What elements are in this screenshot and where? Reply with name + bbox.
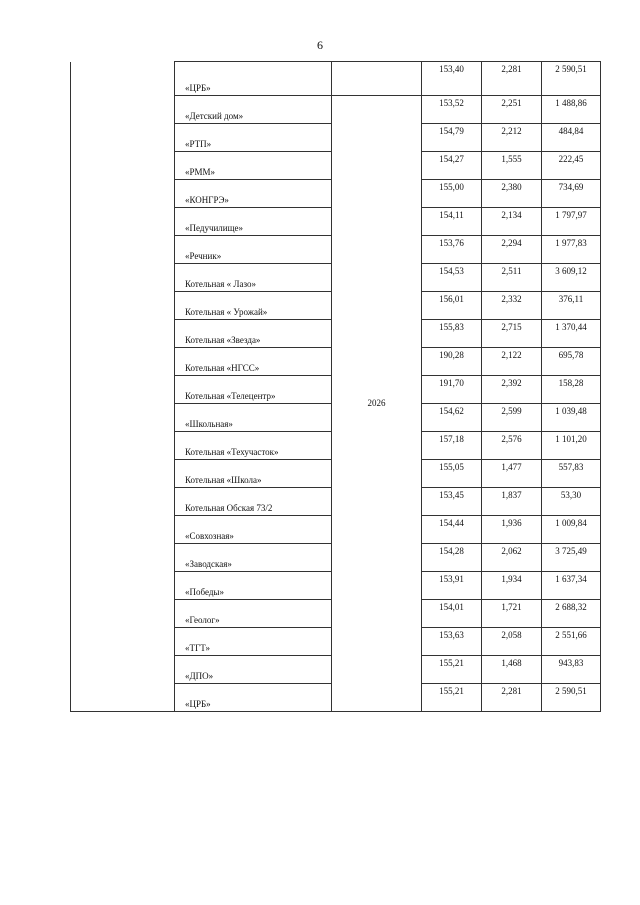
empty-cell (71, 516, 175, 544)
value-cell-2: 1,936 (482, 516, 542, 544)
empty-cell (71, 320, 175, 348)
value-cell-3: 1 797,97 (542, 208, 601, 236)
value-cell-1: 155,05 (422, 460, 482, 488)
value-cell-3: 484,84 (542, 124, 601, 152)
boiler-name-cell: Котельная Обская 73/2 (175, 488, 332, 516)
empty-cell (71, 656, 175, 684)
value-cell-1: 190,28 (422, 348, 482, 376)
value-cell-1: 153,40 (422, 62, 482, 96)
table-body (71, 62, 601, 712)
boiler-name-cell: Котельная «Звезда» (175, 320, 332, 348)
empty-cell (71, 432, 175, 460)
value-cell-3: 1 488,86 (542, 96, 601, 124)
boiler-name-cell: «ДПО» (175, 656, 332, 684)
value-cell-1: 153,52 (422, 96, 482, 124)
table-row (71, 62, 601, 96)
value-cell-3: 2 688,32 (542, 600, 601, 628)
empty-cell (71, 488, 175, 516)
boiler-name-cell: «ЦРБ» (175, 62, 332, 96)
boiler-name-cell: «Школьная» (175, 404, 332, 432)
boiler-name-cell: Котельная «Техучасток» (175, 432, 332, 460)
value-cell-3: 1 009,84 (542, 516, 601, 544)
empty-cell (71, 404, 175, 432)
value-cell-3: 557,83 (542, 460, 601, 488)
value-cell-3: 734,69 (542, 180, 601, 208)
value-cell-1: 154,44 (422, 516, 482, 544)
value-cell-2: 2,380 (482, 180, 542, 208)
empty-cell (71, 628, 175, 656)
empty-cell (71, 460, 175, 488)
value-cell-2: 2,511 (482, 264, 542, 292)
value-cell-2: 1,721 (482, 600, 542, 628)
value-cell-3: 2 590,51 (542, 62, 601, 96)
value-cell-3: 1 039,48 (542, 404, 601, 432)
value-cell-1: 157,18 (422, 432, 482, 460)
empty-cell (71, 236, 175, 264)
boiler-name-cell: Котельная «Телецентр» (175, 376, 332, 404)
value-cell-2: 2,332 (482, 292, 542, 320)
value-cell-2: 2,715 (482, 320, 542, 348)
empty-cell (71, 600, 175, 628)
boiler-name-cell: «ЦРБ» (175, 684, 332, 712)
empty-cell (71, 684, 175, 712)
value-cell-1: 191,70 (422, 376, 482, 404)
boiler-name-cell: «РММ» (175, 152, 332, 180)
value-cell-2: 1,468 (482, 656, 542, 684)
table-row (71, 96, 601, 124)
value-cell-1: 154,53 (422, 264, 482, 292)
boiler-name-cell: «Заводская» (175, 544, 332, 572)
empty-cell (71, 544, 175, 572)
empty-cell (71, 180, 175, 208)
boiler-name-cell: Котельная « Лазо» (175, 264, 332, 292)
value-cell-2: 2,599 (482, 404, 542, 432)
value-cell-2: 2,058 (482, 628, 542, 656)
value-cell-2: 2,281 (482, 62, 542, 96)
value-cell-2: 2,392 (482, 376, 542, 404)
boiler-name-cell: Котельная « Урожай» (175, 292, 332, 320)
boiler-name-cell: Котельная «Школа» (175, 460, 332, 488)
value-cell-1: 155,21 (422, 684, 482, 712)
value-cell-3: 222,45 (542, 152, 601, 180)
value-cell-1: 154,62 (422, 404, 482, 432)
value-cell-3: 943,83 (542, 656, 601, 684)
year-cell: 2026 (332, 96, 422, 712)
value-cell-3: 376,11 (542, 292, 601, 320)
empty-cell (71, 376, 175, 404)
value-cell-3: 1 370,44 (542, 320, 601, 348)
boiler-name-cell: «РТП» (175, 124, 332, 152)
empty-cell (71, 152, 175, 180)
value-cell-1: 153,63 (422, 628, 482, 656)
empty-cell (71, 572, 175, 600)
empty-cell (71, 124, 175, 152)
boiler-name-cell: «Речник» (175, 236, 332, 264)
value-cell-1: 154,27 (422, 152, 482, 180)
value-cell-3: 158,28 (542, 376, 601, 404)
value-cell-2: 1,477 (482, 460, 542, 488)
empty-cell (71, 62, 175, 96)
value-cell-2: 2,294 (482, 236, 542, 264)
value-cell-3: 2 551,66 (542, 628, 601, 656)
boiler-name-cell: «Детский дом» (175, 96, 332, 124)
value-cell-1: 155,00 (422, 180, 482, 208)
empty-cell (71, 96, 175, 124)
value-cell-3: 3 725,49 (542, 544, 601, 572)
value-cell-3: 1 101,20 (542, 432, 601, 460)
value-cell-1: 153,91 (422, 572, 482, 600)
value-cell-1: 154,79 (422, 124, 482, 152)
boiler-name-cell: «ТГТ» (175, 628, 332, 656)
boiler-name-cell: «Победы» (175, 572, 332, 600)
year-cell-top (332, 62, 422, 96)
value-cell-2: 2,062 (482, 544, 542, 572)
boiler-name-cell: «Геолог» (175, 600, 332, 628)
empty-cell (71, 208, 175, 236)
value-cell-1: 155,83 (422, 320, 482, 348)
empty-cell (71, 348, 175, 376)
value-cell-2: 1,934 (482, 572, 542, 600)
value-cell-3: 2 590,51 (542, 684, 601, 712)
value-cell-2: 2,134 (482, 208, 542, 236)
boiler-name-cell: Котельная «НГСС» (175, 348, 332, 376)
value-cell-2: 2,576 (482, 432, 542, 460)
value-cell-3: 53,30 (542, 488, 601, 516)
value-cell-2: 2,281 (482, 684, 542, 712)
boiler-name-cell: «КОНГРЭ» (175, 180, 332, 208)
value-cell-1: 154,01 (422, 600, 482, 628)
value-cell-3: 695,78 (542, 348, 601, 376)
value-cell-2: 2,212 (482, 124, 542, 152)
empty-cell (71, 292, 175, 320)
boiler-name-cell: «Совхозная» (175, 516, 332, 544)
value-cell-2: 2,251 (482, 96, 542, 124)
value-cell-1: 153,45 (422, 488, 482, 516)
value-cell-3: 1 977,83 (542, 236, 601, 264)
value-cell-2: 1,837 (482, 488, 542, 516)
value-cell-2: 1,555 (482, 152, 542, 180)
tariff-table (70, 61, 601, 712)
value-cell-3: 3 609,12 (542, 264, 601, 292)
empty-cell (71, 264, 175, 292)
value-cell-1: 155,21 (422, 656, 482, 684)
value-cell-2: 2,122 (482, 348, 542, 376)
boiler-name-cell: «Педучилище» (175, 208, 332, 236)
value-cell-3: 1 637,34 (542, 572, 601, 600)
page-number: 6 (317, 38, 323, 52)
value-cell-1: 154,11 (422, 208, 482, 236)
value-cell-1: 156,01 (422, 292, 482, 320)
value-cell-1: 153,76 (422, 236, 482, 264)
value-cell-1: 154,28 (422, 544, 482, 572)
